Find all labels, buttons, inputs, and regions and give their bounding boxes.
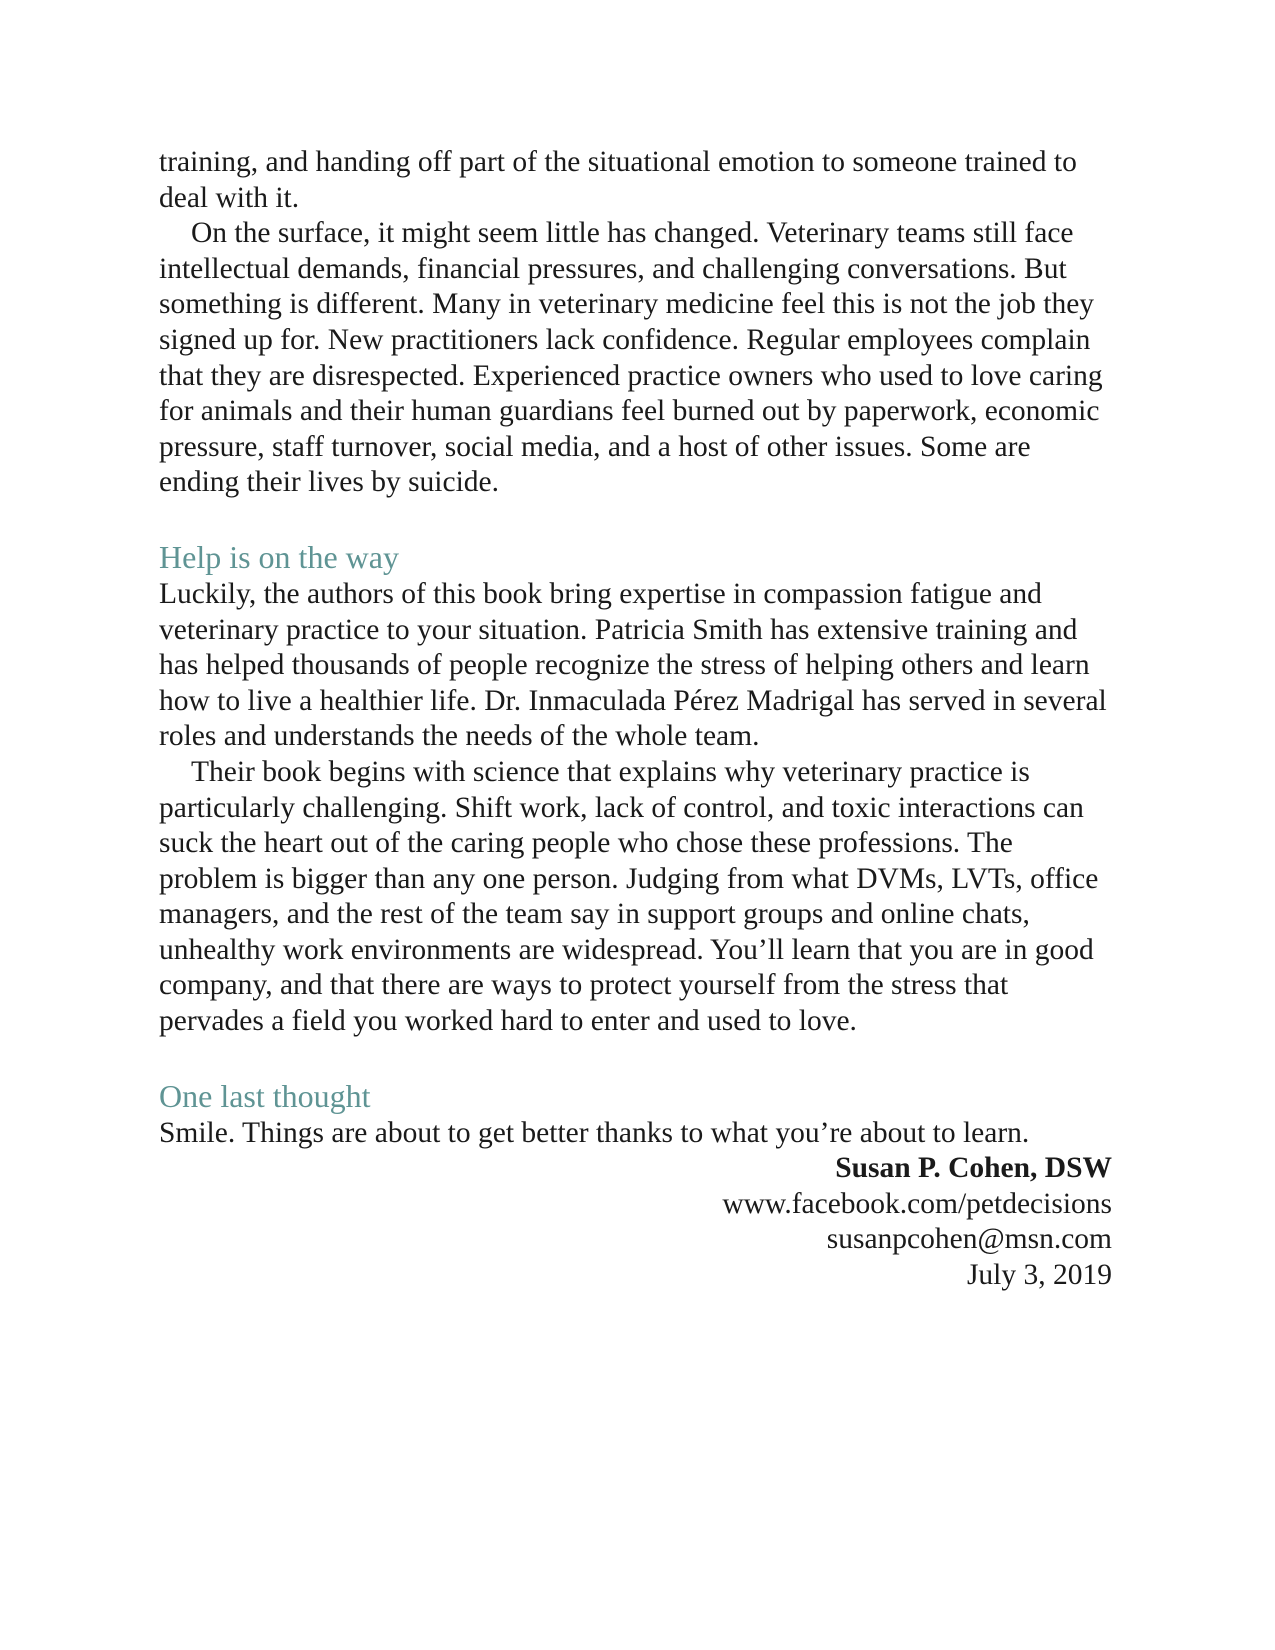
document-page xyxy=(159,145,1112,1294)
paragraph-luckily: Luckily, the authors of this book bring expertise in compassion fatigue and veterinary practice to your situation. Patricia Smith has extensive training and has helped thousands of people recognize the stress of helping others and learn how to live a healthier life. Dr. Inmaculada Pérez Madrigal has served in several roles and understands the needs of the whole team. xyxy=(159,577,1107,753)
paragraph-continued: training, and handing off part of the situational emotion to someone trained to deal with it. xyxy=(159,146,1077,214)
paragraph-smile: Smile. Things are about to get better thanks to what you’re about to learn. xyxy=(159,1116,1030,1149)
signature-block xyxy=(159,1151,1112,1293)
heading-help-is-on-the-way: Help is on the way xyxy=(159,538,399,575)
heading-one-last-thought: One last thought xyxy=(159,1077,371,1114)
paragraph-on-the-surface: On the surface, it might seem little has changed. Veterinary teams still face intellectual demands, financial pressures, and challenging conversations. But something is different. Many in veterinary medicine feel this is not the job they signed up for. New practitioners lack confidence. Regular employees complain that they are disrespected. Experienced practice owners who used to love caring for animals and their human guardians feel burned out by paperwork, economic pressure, staff turnover, social media, and a host of other issues. Some are ending their lives by suicide. xyxy=(159,217,1103,499)
signature-date: July 3, 2019 xyxy=(966,1259,1112,1292)
facebook-link: www.facebook.com/petdecisions xyxy=(722,1187,1112,1220)
email-address: susanpcohen@msn.com xyxy=(826,1223,1112,1256)
author-name: Susan P. Cohen, DSW xyxy=(835,1152,1112,1185)
paragraph-their-book: Their book begins with science that explains why veterinary practice is particularly challenging. Shift work, lack of control, and toxic interactions can suck the heart out of the caring people who chose these professions. The problem is bigger than any one person. Judging from what DVMs, LVTs, office managers, and the rest of the team say in support groups and online chats, unhealthy work environments are widespread. You’ll learn that you are in good company, and that there are ways to protect yourself from the stress that pervades a field you worked hard to enter and used to love. xyxy=(159,755,1099,1038)
